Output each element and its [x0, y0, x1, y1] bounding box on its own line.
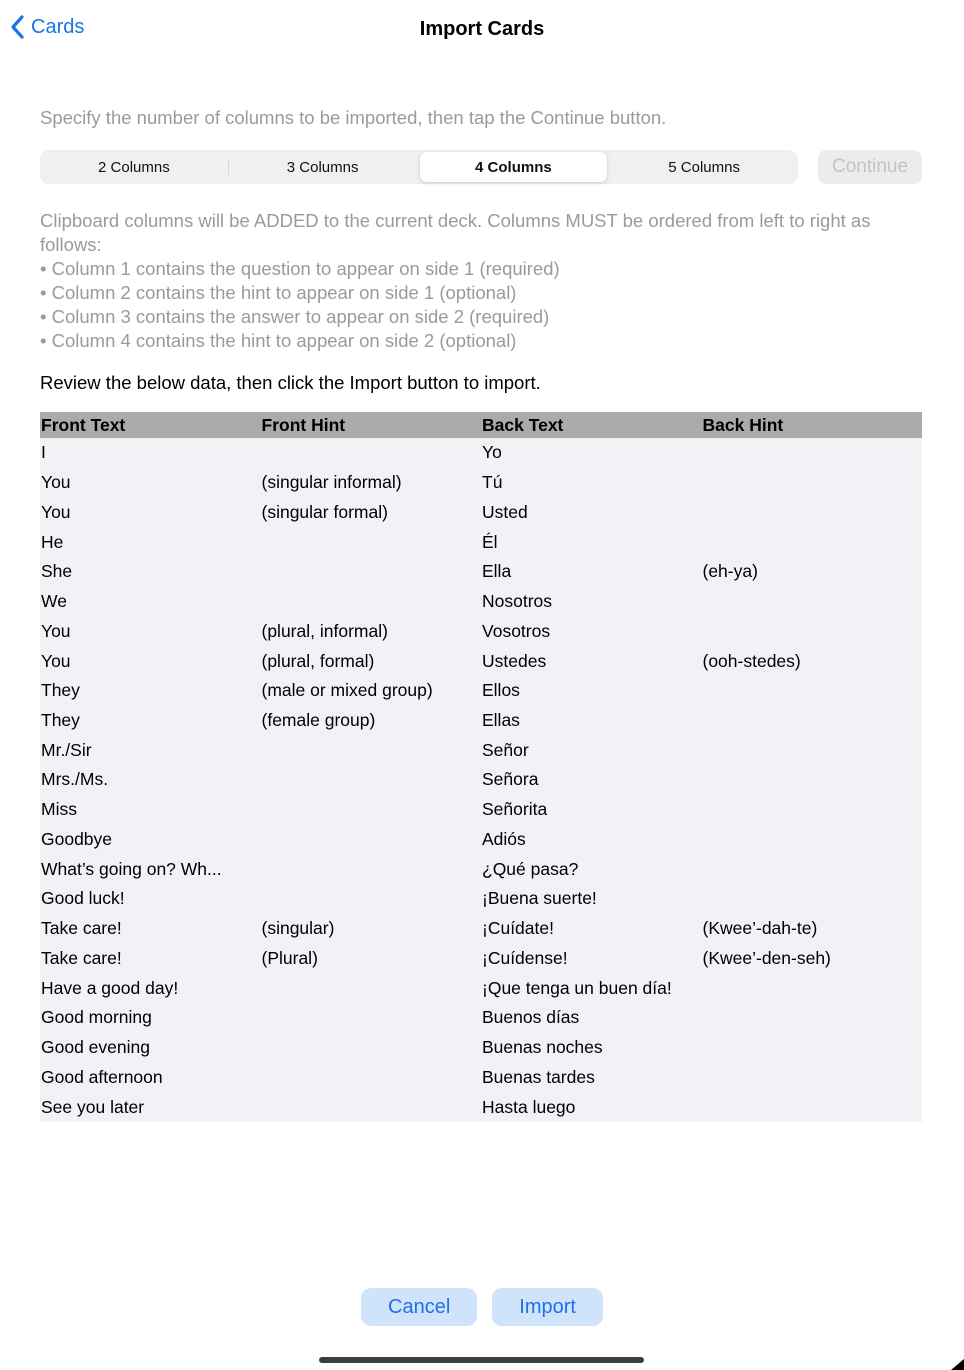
table-cell: Vosotros [482, 620, 551, 641]
segment-5-columns[interactable]: 5 Columns [668, 158, 740, 176]
table-cell: (female group) [261, 709, 376, 730]
table-cell: Buenas noches [482, 1037, 603, 1058]
notes-bullet-3: • Column 3 contains the answer to appear on side 2 (required) [40, 306, 550, 327]
review-instruction-text: Review the below data, then click the Import button to import. [40, 372, 541, 393]
table-cell: He [41, 531, 64, 552]
table-row [40, 706, 922, 736]
navigation-bar [0, 0, 964, 56]
table-row [40, 884, 922, 914]
table-cell: (singular informal) [261, 472, 402, 493]
column-count-segmented-control [40, 150, 798, 184]
table-cell: We [41, 591, 67, 612]
table-row [40, 765, 922, 795]
table-cell: Yo [482, 442, 502, 463]
segment-3-columns[interactable]: 3 Columns [286, 158, 359, 176]
cancel-button[interactable]: Cancel [361, 1288, 477, 1326]
import-preview-table [40, 412, 922, 1122]
table-cell: Él [482, 531, 498, 552]
table-cell: You [41, 620, 71, 641]
home-indicator[interactable] [319, 1357, 644, 1363]
segment-4-columns-selected[interactable]: 4 Columns [420, 152, 608, 182]
table-cell: Ella [482, 561, 512, 582]
table-cell: Tú [482, 472, 503, 493]
columns-instruction-text: Specify the number of columns to be imported, then tap the Continue button. [40, 107, 667, 128]
table-row [40, 1092, 922, 1122]
table-cell: (Plural) [261, 947, 318, 968]
table-row [40, 825, 922, 855]
table-cell: Señora [482, 769, 539, 790]
table-row [40, 795, 922, 825]
table-cell: ¡Cuídate! [482, 918, 554, 939]
table-cell: Miss [41, 799, 77, 820]
table-row [40, 676, 922, 706]
clipboard-notes [40, 209, 922, 353]
table-row [40, 1062, 922, 1092]
table-cell: You [41, 501, 71, 522]
table-cell: Goodbye [41, 828, 113, 849]
notes-bullet-2: • Column 2 contains the hint to appear on side 1 (optional) [40, 282, 517, 303]
table-cell: Señorita [482, 799, 548, 820]
notes-bullet-1: • Column 1 contains the question to appear on side 1 (required) [40, 258, 560, 279]
table-row [40, 1033, 922, 1063]
table-row [40, 914, 922, 944]
table-cell: Ellos [482, 680, 520, 701]
table-body [40, 438, 922, 1122]
table-cell: Hasta luego [482, 1096, 576, 1117]
pointer-artifact [951, 1359, 964, 1370]
table-cell: Good luck! [41, 888, 125, 909]
table-cell: Nosotros [482, 591, 553, 612]
table-cell: (eh-ya) [702, 561, 758, 582]
back-button-label: Cards [31, 15, 85, 38]
table-row [40, 438, 922, 468]
table-row [40, 616, 922, 646]
table-cell: (singular) [261, 918, 335, 939]
table-cell: ¡Cuídense! [482, 947, 568, 968]
table-cell: You [41, 472, 71, 493]
table-cell: Good evening [41, 1037, 150, 1058]
notes-bullet-4: • Column 4 contains the hint to appear on side 2 (optional) [40, 330, 517, 351]
footer-actions [0, 1288, 964, 1326]
table-cell: ¡Que tenga un buen día! [482, 977, 672, 998]
header-front-hint: Front Hint [261, 414, 346, 435]
table-cell: Buenos días [482, 1007, 580, 1028]
table-row [40, 497, 922, 527]
table-cell: (male or mixed group) [261, 680, 433, 701]
table-cell: I [41, 442, 46, 463]
table-cell: What’s going on? Wh... [41, 858, 222, 879]
header-front-text: Front Text [41, 414, 126, 435]
notes-intro: Clipboard columns will be ADDED to the current deck. Columns MUST be ordered from left to right as follows: [40, 210, 871, 255]
table-cell: (Kwee’-den-seh) [702, 947, 831, 968]
table-cell: Take care! [41, 918, 122, 939]
segment-2-columns[interactable]: 2 Columns [98, 158, 170, 176]
page-title: Import Cards [419, 18, 545, 40]
table-row [40, 735, 922, 765]
table-row [40, 527, 922, 557]
table-cell: They [41, 680, 80, 701]
table-cell: They [41, 709, 80, 730]
table-cell: (plural, formal) [261, 650, 375, 671]
table-cell: Mr./Sir [41, 739, 92, 760]
table-cell: (plural, informal) [261, 620, 388, 641]
table-cell: ¡Buena suerte! [482, 888, 597, 909]
table-cell: Usted [482, 501, 528, 522]
table-cell: (singular formal) [261, 501, 388, 522]
table-cell: Mrs./Ms. [41, 769, 109, 790]
table-cell: Señor [482, 739, 529, 760]
table-row [40, 973, 922, 1003]
table-row [40, 854, 922, 884]
table-cell: (ooh-stedes) [702, 650, 801, 671]
table-row [40, 1003, 922, 1033]
table-cell: Ellas [482, 709, 520, 730]
continue-button[interactable]: Continue [818, 150, 922, 184]
table-cell: You [41, 650, 71, 671]
table-cell: Good morning [41, 1007, 152, 1028]
table-cell: ¿Qué pasa? [482, 858, 579, 879]
header-back-text: Back Text [482, 414, 564, 435]
header-back-hint: Back Hint [702, 414, 784, 435]
table-cell: Ustedes [482, 650, 547, 671]
table-cell: Have a good day! [41, 977, 179, 998]
table-cell: She [41, 561, 73, 582]
table-cell: Adiós [482, 828, 526, 849]
table-cell: Take care! [41, 947, 122, 968]
table-cell: Buenas tardes [482, 1066, 595, 1087]
table-cell: See you later [41, 1096, 145, 1117]
table-row [40, 943, 922, 973]
table-row [40, 468, 922, 498]
import-button[interactable]: Import [492, 1288, 603, 1326]
column-count-row [40, 150, 922, 184]
table-cell: (Kwee’-dah-te) [702, 918, 818, 939]
table-row [40, 587, 922, 617]
segment-divider [417, 159, 418, 175]
table-cell: Good afternoon [41, 1066, 163, 1087]
table-header-row [40, 412, 922, 438]
table-row [40, 557, 922, 587]
table-row [40, 646, 922, 676]
